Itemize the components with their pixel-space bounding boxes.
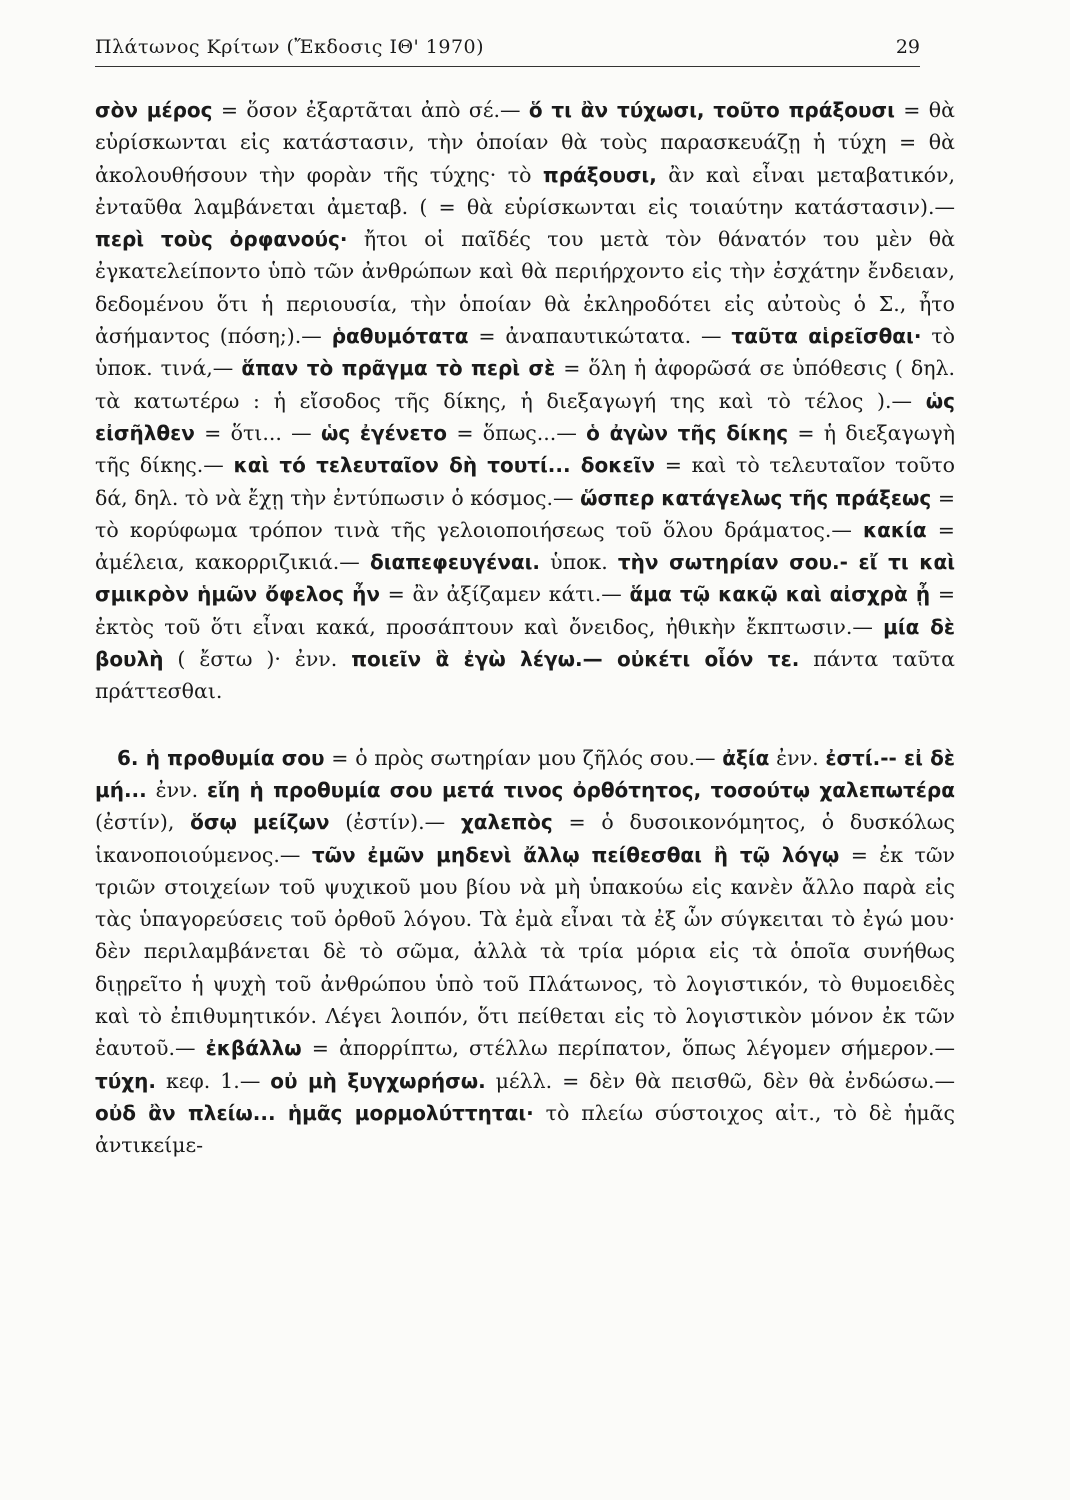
gloss-text: (ἐστίν).— — [329, 810, 461, 835]
lemma-term: ὥσπερ κατάγελως τῆς πράξεως — [580, 485, 932, 510]
lemma-term: ὁ ἀγὼν τῆς δίκης — [586, 420, 789, 445]
lemma-term: εἴη ἡ προθυμία σου μετά τινος ὀρθότητος, τοσούτῳ χαλεπωτέρα — [206, 777, 955, 802]
lemma-term: ὅσῳ μείζων — [190, 810, 330, 835]
lemma-term: ὡς εἰσῆλθεν — [95, 388, 955, 445]
lemma-term: μία δὲ βουλὴ — [95, 614, 955, 672]
gloss-text: ὑποκ. — [539, 550, 618, 575]
lemma-term: ἅπαν τὸ πρᾶγμα τὸ περὶ σὲ — [241, 356, 556, 381]
gloss-text: = ἐκ τῶν τριῶν στοιχείων τοῦ ψυχικοῦ μου βίου νὰ μὴ ὑπακούω εἰς κανὲν ἄλλο παρὰ εἰς τὰς ὑπαγορεύσεις τοῦ ὀρθοῦ λόγου. Τὰ ἐμὰ εἶναι τὰ ἐξ ὧν σύγκειται τὸ ἐγώ μου· δὲν περιλαμβάνεται δὲ τὸ σῶμα, ἀλλὰ τὰ τρία μόρια εἰς τὰ ὁποῖα συνήθως διῃρεῖτο ἡ ψυχὴ τοῦ ἀνθρώπου ὑπὸ τοῦ Πλάτωνος, τὸ λογιστικόν, τὸ θυμοειδὲς καὶ τὸ ἐπιθυμητικόν. Λέγει λοιπόν, ὅτι πείθεται εἰς τὸ λογιστικὸν μόνον ἐκ τῶν ἑαυτοῦ.— — [95, 842, 956, 1061]
lemma-term: διαπεφευγέναι. — [369, 550, 540, 575]
lemma-term: σὸν μέρος — [95, 98, 213, 122]
lemma-term: ὡς ἐγένετο — [320, 420, 448, 445]
lemma-term: ταῦτα αἱρεῖσθαι· — [731, 324, 922, 349]
lemma-term: ὅ τι ἂν τύχωσι, τοῦτο πράξουσι — [528, 98, 895, 122]
gloss-text: = τὸ κορύφωμα τρόπον τινὰ τῆς γελοιοποιήσεως τοῦ ὅλου δράματος.— — [95, 485, 955, 542]
lemma-term: περὶ τοὺς ὀρφανούς· — [95, 227, 348, 252]
gloss-text: τὸ ὑποκ. τινά,— — [95, 324, 955, 381]
gloss-text: τὸ πλείω σύστοιχος αἰτ., τὸ δὲ ἡμᾶς ἀντικείμε- — [95, 1100, 955, 1158]
paragraph-notes-6 — [95, 742, 955, 1162]
gloss-text: = ὁ πρὸς σωτηρίαν μου ζῆλός σου.— — [324, 745, 723, 770]
gloss-text: κεφ. 1.— — [156, 1068, 271, 1093]
gloss-text: = ἂν ἀξίζαμεν κάτι.— — [379, 582, 630, 607]
gloss-text: = ὅλη ἡ ἀφορῶσά σε ὑπόθεσις ( δηλ. τὰ κατωτέρω : ἡ εἴσοδος τῆς δίκης, ἡ διεξαγωγή της καὶ τὸ τέλος ).— — [95, 356, 955, 413]
lemma-term: ῥαθυμότατα — [331, 324, 469, 349]
gloss-text: (ἐστίν), — [95, 810, 191, 835]
gloss-text: πάντα ταῦτα πράττεσθαι. — [95, 647, 955, 704]
lemma-term: τὴν σωτηρίαν σου.- εἴ τι καὶ σμικρὸν ἡμῶν ὄφελος ἦν — [95, 550, 955, 607]
gloss-text: = καὶ τὸ τελευταῖον τοῦτο δά, δηλ. τὸ νὰ ἔχῃ τὴν ἐντύπωσιν ὁ κόσμος.— — [95, 453, 956, 510]
lemma-term: ἐστί.-- εἰ δὲ μή... — [95, 745, 955, 802]
gloss-text: ἂν καὶ εἶναι μεταβατικόν, ἐνταῦθα λαμβάνεται ἀμεταβ. ( = θὰ εὑρίσκωνται εἰς τοιαύτην κατάστασιν).— — [95, 162, 955, 219]
gloss-text: = ἐκτὸς τοῦ ὅτι εἶναι κακά, προσάπτουν καὶ ὄνειδος, ἠθικὴν ἔκπτωσιν.— — [95, 582, 955, 639]
gloss-text: = ὅτι... — — [194, 420, 321, 445]
lemma-term: ποιεῖν ἃ ἐγὼ λέγω.— οὐκέτι οἷόν τε. — [351, 647, 800, 672]
paragraph-notes-5 — [95, 94, 955, 708]
gloss-text: = ἀπορρίπτω, στέλλω περίπατον, ὅπως λέγομεν σήμερον.— — [301, 1036, 955, 1061]
lemma-term: ἐκβάλλω — [205, 1036, 302, 1061]
lemma-term: κακία — [862, 517, 927, 542]
gloss-text: = ὅσον ἐξαρτᾶται ἀπὸ σέ.— — [212, 98, 529, 122]
lemma-term: χαλεπὸς — [460, 810, 553, 835]
gloss-text: = θὰ εὑρίσκωνται εἰς κατάστασιν, τὴν ὁποίαν θὰ τοὺς παρασκευάζῃ ἡ τύχη = θὰ ἀκολουθήσουν τὴν φορὰν τῆς τύχης· τὸ — [95, 98, 955, 187]
lemma-term: τῶν ἐμῶν μηδενὶ ἄλλῳ πείθεσθαι ἢ τῷ λόγῳ — [311, 842, 840, 867]
gloss-text: ἤτοι οἱ παῖδές του μετὰ τὸν θάνατόν του μὲν θὰ ἐγκατελείποντο ὑπὸ τῶν ἀνθρώπων καὶ θὰ περιήρχοντο εἰς τὴν ἐσχάτην ἔνδειαν, δεδομένου ὅτι ἡ περιουσία, τὴν ὁποίαν θὰ ἐκληροδότει εἰς αὐτοὺς ὁ Σ., ἦτο ἀσήμαντος (πόση;).— — [95, 227, 955, 349]
lemma-term: οὐ μὴ ξυγχωρήσω. — [270, 1068, 486, 1093]
gloss-text: = ὁ δυσοικονόμητος, ὁ δυσκόλως ἱκανοποιούμενος.— — [95, 810, 955, 867]
gloss-text: ἐνν. — [769, 745, 826, 770]
gloss-text: = ἀμέλεια, κακορριζικιά.— — [95, 517, 955, 575]
lemma-term: 6. ἡ προθυμία σου — [117, 745, 325, 770]
gloss-text: ἐνν. — [146, 777, 207, 802]
gloss-text: = ἡ διεξαγωγὴ τῆς δίκης.— — [95, 420, 955, 478]
gloss-text: ( ἔστω )· ἐνν. — [163, 647, 352, 672]
lemma-term: πράξουσι, — [542, 162, 657, 187]
lemma-term: ἅμα τῷ κακῷ καὶ αἰσχρὰ ᾖ — [629, 582, 931, 607]
gloss-text: = ἀναπαυτικώτατα. — — [468, 324, 732, 349]
lemma-term: τύχη. — [95, 1068, 157, 1093]
lemma-term: ἀξία — [722, 745, 770, 770]
gloss-text: = ὅπως...— — [447, 420, 587, 445]
page-header — [95, 36, 920, 67]
commentary-text — [95, 94, 955, 1162]
lemma-term: καὶ τό τελευταῖον δὴ τουτί... δοκεῖν — [233, 453, 655, 478]
lemma-term: οὐδ ἂν πλείω... ἡμᾶς μορμολύττηται· — [95, 1100, 534, 1125]
gloss-text: μέλλ. = δὲν θὰ πεισθῶ, δὲν θὰ ἐνδώσω.— — [485, 1068, 956, 1093]
page-number: 29 — [895, 36, 920, 58]
running-title: Πλάτωνος Κρίτων (Ἔκδοσις ΙΘ' 1970) — [95, 36, 485, 58]
